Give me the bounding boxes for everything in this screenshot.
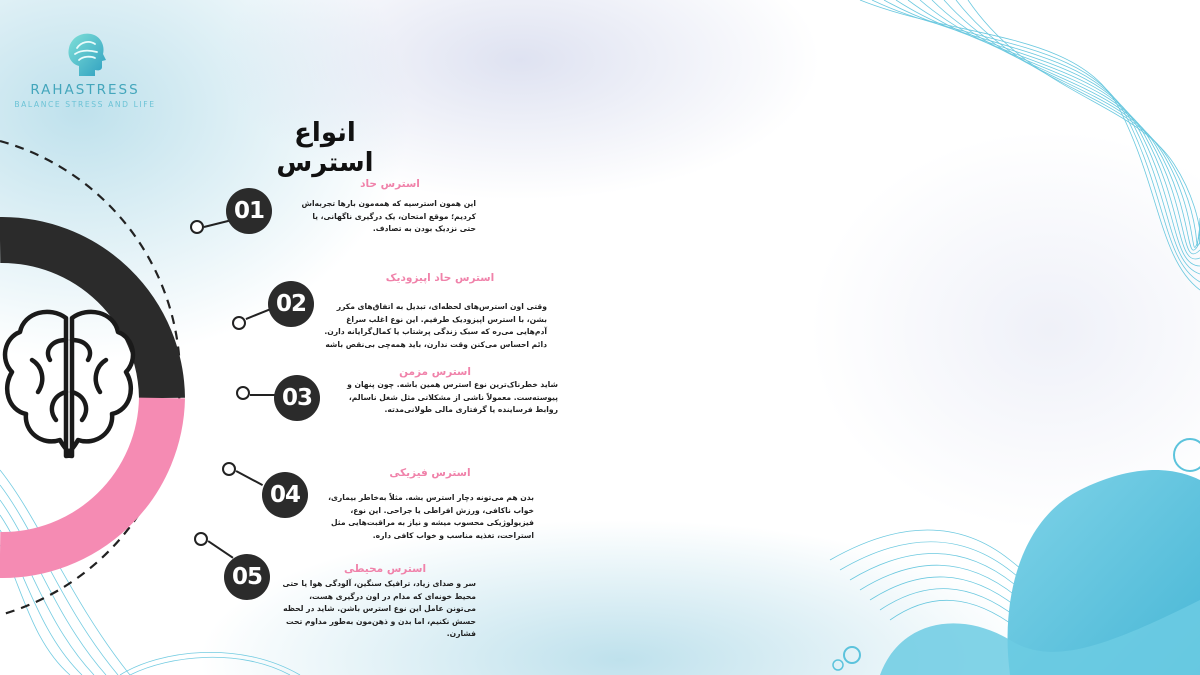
item-description-2: وقتی اون استرس‌های لحظه‌ای، تبدیل به اتفاق‌های مکرر بشن، با استرس اپیزودیک طرفیم. این نوع اغلب سراغ آدم‌هایی می‌ره که سبک زندگی پرشتاب یا کمال‌گرایانه دارن. دائم احساس می‌کنن وقت ندارن، باید همه‌چی بی‌نقص باشه <box>324 302 547 349</box>
item-title-5: استرس محیطی <box>343 563 427 575</box>
item-title-2: استرس حاد اپیزودیک <box>385 272 495 284</box>
item-description-5: سر و صدای زیاد، ترافیک سنگین، آلودگی هوا یا حتی محیط خونه‌ای که مدام در اون درگیری هست، می‌تونن عامل این نوع استرس باشن. شاید در لحظه حسش نکنیم، اما بدن و ذهن‌مون به‌طور مداوم تحت فشارن. <box>282 579 476 638</box>
item-description-1: این همون استرسیه که همه‌مون بارها تجربه‌اش کردیم؛ موقع امتحان، یک درگیری ناگهانی، یا حتی نزدیک بودن به تصادف. <box>301 199 476 233</box>
number-badge-1: 01 <box>226 188 272 234</box>
timeline-dot-3 <box>236 386 250 400</box>
item-title-1: استرس حاد <box>360 178 420 190</box>
item-title-3: استرس مزمن <box>399 366 471 378</box>
item-title-4: استرس فیزیکی <box>389 467 471 479</box>
brand-name: RAHASTRESS <box>30 82 140 98</box>
item-description-3: شاید خطرناک‌ترین نوع استرس همین باشه. چون پنهان و پیوسته‌ست. معمولاً ناشی از مشکلاتی مثل شغل ناسالم، روابط فرساینده یا گرفتاری مالی طولانی‌مدته. <box>347 380 558 414</box>
number-badge-4: 04 <box>262 472 308 518</box>
timeline-connector-3 <box>250 394 276 396</box>
number-badge-2: 02 <box>268 281 314 327</box>
number-badge-3: 03 <box>274 375 320 421</box>
page-title: انواع استرس <box>276 118 374 178</box>
timeline-dot-2 <box>232 316 246 330</box>
item-description-4: بدن هم می‌تونه دچار استرس بشه. مثلاً به‌خاطر بیماری، خواب ناکافی، ورزش افراطی یا جراحی. این نوع، فیزیولوژیکی محسوب میشه و نیاز به مراقبت‌هایی مثل استراحت، تغذیه مناسب و خواب کافی داره. <box>328 493 534 540</box>
brain-icon <box>5 312 133 456</box>
timeline-dot-5 <box>194 532 208 546</box>
timeline-dot-4 <box>222 462 236 476</box>
brand-tagline: BALANCE STRESS AND LIFE <box>14 100 156 109</box>
timeline-dot-1 <box>190 220 204 234</box>
number-badge-5: 05 <box>224 554 270 600</box>
